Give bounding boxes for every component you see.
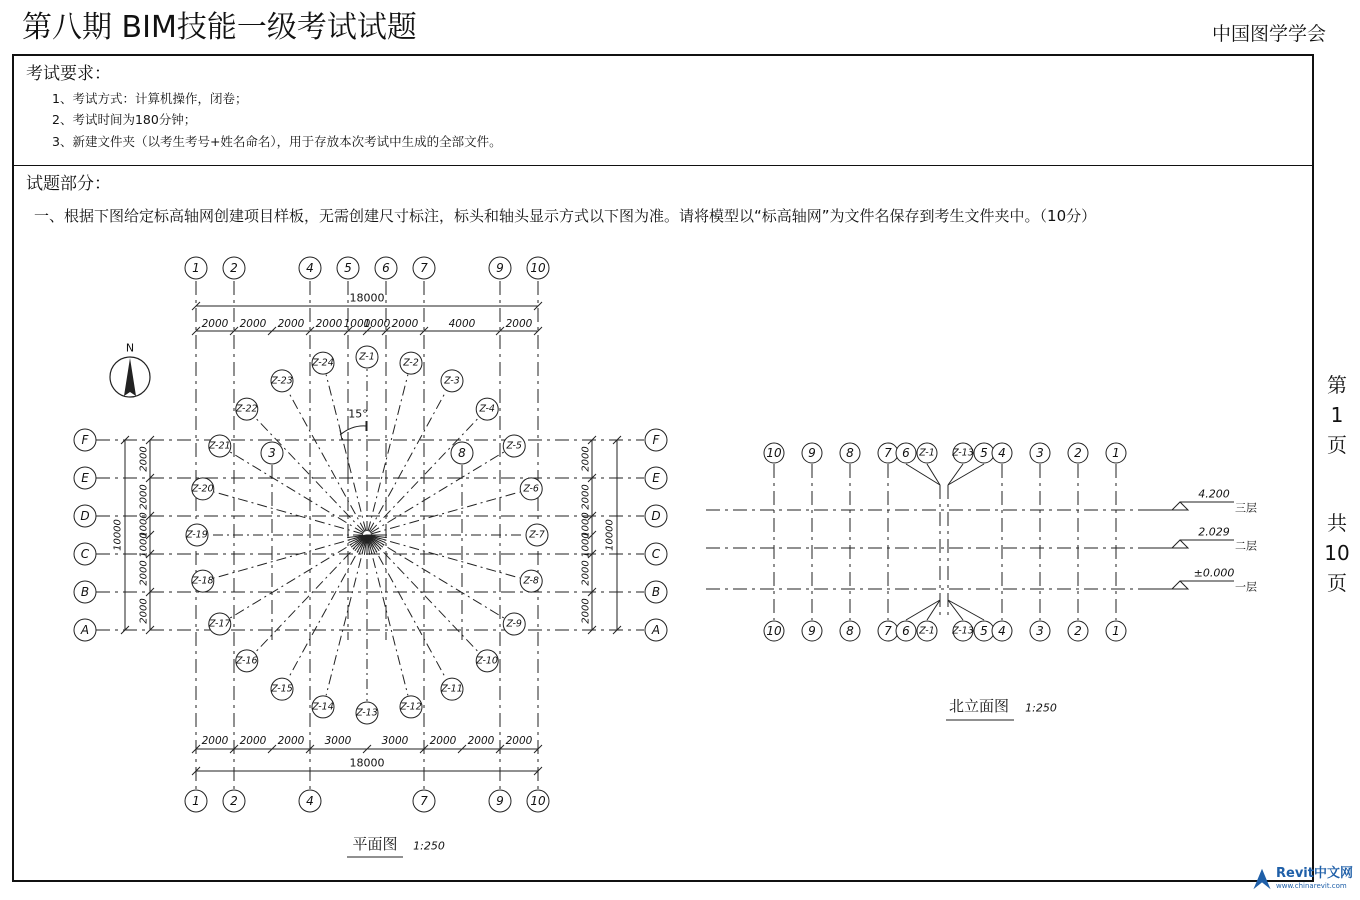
page-title: 第八期 BIM技能一级考试试题 — [22, 10, 417, 45]
elev-axis-line — [948, 464, 963, 485]
dim-total-bottom: 18000 — [349, 756, 385, 770]
dim-side-1: 2000 — [138, 484, 150, 510]
dim-side-1: 2000 — [580, 484, 592, 510]
radial-axis-bubble-label: Z-13 — [356, 707, 378, 719]
axis-bubble-C-label: C — [651, 547, 661, 561]
dim-side-3: 1000 — [580, 532, 592, 558]
dim-side-4: 2000 — [138, 560, 150, 586]
dim-side-total: 10000 — [604, 519, 616, 551]
dim-bottom-2: 2000 — [277, 735, 305, 747]
axis-bubble-E-label: E — [81, 471, 89, 485]
elev-axis-bubble-10-label: 2 — [1074, 624, 1082, 638]
radial-axis-line — [368, 539, 408, 695]
north-label: N — [125, 341, 135, 355]
organization-name: 中国图学学会 — [1212, 23, 1327, 45]
question-1-text: 一、根据下图给定标高轴网创建项目样板，无需创建尺寸标注，标头和轴头显示方式以下图为准。请将模型以“标高轴网”为文件名保存到考生文件夹中。（10分） — [34, 207, 1097, 225]
elev-axis-line — [948, 600, 984, 620]
elev-axis-bubble-11-label: 1 — [1112, 624, 1120, 638]
level-marker-icon — [1172, 502, 1188, 510]
plan-scale: 1:250 — [413, 839, 445, 853]
dim-top-1: 2000 — [239, 318, 267, 330]
dim-bottom-4: 3000 — [381, 735, 409, 747]
radial-axis-bubble-label: Z-16 — [236, 655, 258, 667]
angle-label: 15° — [348, 407, 368, 421]
axis-bubble-10-label: 10 — [530, 794, 546, 808]
elev-axis-line — [927, 600, 940, 620]
elev-axis-bubble-6-label: Z-13 — [952, 447, 974, 459]
elev-axis-bubble-2-label: 8 — [846, 446, 854, 460]
dim-top-0: 2000 — [201, 318, 229, 330]
questions-heading: 试题部分： — [26, 174, 111, 194]
dim-side-0: 2000 — [580, 446, 592, 472]
level-value-1: 2.029 — [1198, 525, 1230, 539]
axis-bubble-2-label: 2 — [230, 794, 238, 808]
elev-axis-bubble-1-label: 9 — [808, 624, 816, 638]
radial-axis-line — [371, 536, 520, 578]
dim-bottom-6: 2000 — [467, 735, 495, 747]
radial-axis-bubble-label: Z-4 — [479, 403, 495, 415]
axis-bubble-B-label: B — [80, 585, 90, 599]
elev-axis-bubble-9-label: 3 — [1036, 446, 1044, 460]
axis-bubble-10-label: 10 — [530, 261, 546, 275]
dim-side-0: 2000 — [138, 446, 150, 472]
axis-bubble-3-label: 3 — [268, 446, 276, 460]
angle-arc — [340, 426, 366, 435]
level-marker-icon — [1172, 581, 1188, 589]
elevation-caption: 北立面图 — [948, 697, 1010, 715]
dim-total-top: 18000 — [349, 291, 385, 305]
axis-bubble-F-label: F — [652, 433, 660, 447]
radial-axis-bubble-label: Z-14 — [312, 701, 334, 713]
dim-top-6: 2000 — [391, 318, 419, 330]
radial-axis-bubble-label: Z-19 — [186, 529, 208, 541]
requirements-heading: 考试要求： — [26, 64, 111, 84]
radial-axis-line — [214, 536, 363, 578]
axis-bubble-F-label: F — [81, 433, 89, 447]
axis-bubble-D-label: D — [80, 509, 90, 523]
page-indicator-char: 共 — [1327, 511, 1347, 535]
radial-axis-bubble-label: Z-2 — [403, 357, 419, 369]
level-value-0: 4.200 — [1198, 487, 1230, 501]
radial-axis-line — [214, 492, 363, 534]
radial-axis-bubble-label: Z-11 — [441, 683, 463, 695]
axis-bubble-8-label: 8 — [458, 446, 466, 460]
radial-axis-bubble-label: Z-5 — [506, 440, 522, 452]
watermark-brand: Revit中文网 — [1276, 866, 1353, 881]
dim-bottom-7: 2000 — [505, 735, 533, 747]
elev-axis-bubble-4-label: 6 — [902, 624, 910, 638]
elev-axis-line — [927, 464, 940, 485]
requirement-item: 2、考试时间为180分钟； — [52, 112, 197, 127]
dim-bottom-3: 3000 — [324, 735, 352, 747]
radial-axis-bubble-label: Z-9 — [506, 618, 522, 630]
radial-axis-bubble-label: Z-21 — [208, 440, 231, 452]
radial-axis-bubble-label: Z-23 — [271, 375, 293, 387]
axis-bubble-7-label: 7 — [420, 261, 428, 275]
page-indicator-char: 页 — [1327, 571, 1347, 595]
elev-axis-line — [906, 600, 940, 620]
dim-side-4: 2000 — [580, 560, 592, 586]
radial-axis-bubble-label: Z-12 — [400, 701, 422, 713]
radial-axis-bubble-label: Z-17 — [208, 618, 231, 630]
radial-axis-bubble-label: Z-8 — [523, 575, 539, 587]
axis-bubble-4-label: 4 — [306, 261, 314, 275]
level-marker-icon — [1172, 540, 1188, 548]
axis-bubble-C-label: C — [80, 547, 90, 561]
elev-axis-bubble-2-label: 8 — [846, 624, 854, 638]
axis-bubble-1-label: 1 — [192, 794, 200, 808]
dim-top-5: 1000 — [363, 318, 391, 330]
revit-logo-icon — [1250, 866, 1274, 892]
requirement-item: 1、考试方式：计算机操作，闭卷； — [52, 91, 248, 106]
dim-top-3: 2000 — [315, 318, 343, 330]
dim-top-8: 2000 — [505, 318, 533, 330]
radial-axis-line — [371, 492, 520, 534]
page-indicator-char: 第 — [1327, 373, 1347, 397]
axis-bubble-E-label: E — [652, 471, 660, 485]
axis-bubble-6-label: 6 — [382, 261, 390, 275]
elevation-scale: 1:250 — [1025, 701, 1057, 715]
radial-axis-bubble-label: Z-15 — [271, 683, 293, 695]
axis-bubble-4-label: 4 — [306, 794, 314, 808]
axis-bubble-2-label: 2 — [230, 261, 238, 275]
axis-bubble-1-label: 1 — [192, 261, 200, 275]
elev-axis-line — [948, 464, 984, 485]
dim-top-4: 1000 — [343, 318, 371, 330]
dim-side-total: 10000 — [112, 519, 124, 551]
requirement-item: 3、新建文件夹（以考生考号+姓名命名），用于存放本次考试中生成的全部文件。 — [52, 134, 502, 149]
elev-axis-bubble-0-label: 10 — [766, 446, 782, 460]
elev-axis-line — [948, 600, 963, 620]
dim-side-2: 1000 — [580, 512, 592, 538]
axis-bubble-B-label: B — [651, 585, 661, 599]
radial-axis-line — [326, 539, 366, 695]
level-value-2: ±0.000 — [1193, 566, 1235, 580]
radial-axis-bubble-label: Z-20 — [192, 483, 214, 495]
elev-axis-bubble-9-label: 3 — [1036, 624, 1044, 638]
elev-axis-bubble-5-label: Z-1 — [919, 447, 935, 459]
elev-axis-bubble-4-label: 6 — [902, 446, 910, 460]
radial-axis-bubble-label: Z-22 — [236, 403, 258, 415]
elev-axis-bubble-0-label: 10 — [766, 624, 782, 638]
radial-axis-bubble-label: Z-10 — [476, 655, 498, 667]
axis-bubble-9-label: 9 — [496, 794, 504, 808]
elev-axis-bubble-3-label: 7 — [884, 446, 892, 460]
elev-axis-bubble-7-label: 5 — [980, 446, 988, 460]
elev-axis-bubble-3-label: 7 — [884, 624, 892, 638]
radial-axis-bubble-label: Z-1 — [359, 351, 375, 363]
dim-top-7: 4000 — [448, 318, 476, 330]
page-indicator-char: 页 — [1327, 433, 1347, 457]
dim-side-3: 1000 — [138, 532, 150, 558]
elev-axis-bubble-8-label: 4 — [998, 446, 1006, 460]
watermark-url: www.chinarevit.com — [1276, 882, 1347, 890]
axis-bubble-A-label: A — [651, 623, 661, 637]
radial-axis-bubble-label: Z-7 — [529, 529, 545, 541]
level-name-1: 二层 — [1235, 539, 1257, 553]
elev-axis-bubble-5-label: Z-1 — [919, 625, 935, 637]
dim-bottom-5: 2000 — [429, 735, 457, 747]
level-name-0: 三层 — [1235, 501, 1257, 515]
axis-bubble-5-label: 5 — [344, 261, 352, 275]
page-indicator-char: 10 — [1324, 541, 1350, 565]
dim-side-2: 1000 — [138, 512, 150, 538]
elev-axis-bubble-6-label: Z-13 — [952, 625, 974, 637]
radial-axis-bubble-label: Z-24 — [312, 357, 334, 369]
dim-side-5: 2000 — [580, 598, 592, 624]
axis-bubble-A-label: A — [80, 623, 90, 637]
elev-axis-bubble-10-label: 2 — [1074, 446, 1082, 460]
radial-axis-line — [368, 375, 408, 531]
dim-top-2: 2000 — [277, 318, 305, 330]
page-indicator-char: 1 — [1330, 403, 1344, 427]
radial-axis-bubble-label: Z-6 — [523, 483, 539, 495]
elev-axis-bubble-11-label: 1 — [1112, 446, 1120, 460]
elev-axis-bubble-7-label: 5 — [980, 624, 988, 638]
elev-axis-bubble-1-label: 9 — [808, 446, 816, 460]
radial-axis-bubble-label: Z-3 — [444, 375, 460, 387]
dim-side-5: 2000 — [138, 598, 150, 624]
elev-axis-line — [906, 464, 940, 485]
dim-bottom-0: 2000 — [201, 735, 229, 747]
plan-caption: 平面图 — [352, 835, 398, 853]
level-name-2: 一层 — [1235, 580, 1257, 594]
elev-axis-bubble-8-label: 4 — [998, 624, 1006, 638]
axis-bubble-D-label: D — [651, 509, 661, 523]
radial-axis-line — [326, 375, 366, 531]
axis-bubble-7-label: 7 — [420, 794, 428, 808]
dim-bottom-1: 2000 — [239, 735, 267, 747]
axis-bubble-9-label: 9 — [496, 261, 504, 275]
radial-axis-bubble-label: Z-18 — [192, 575, 214, 587]
